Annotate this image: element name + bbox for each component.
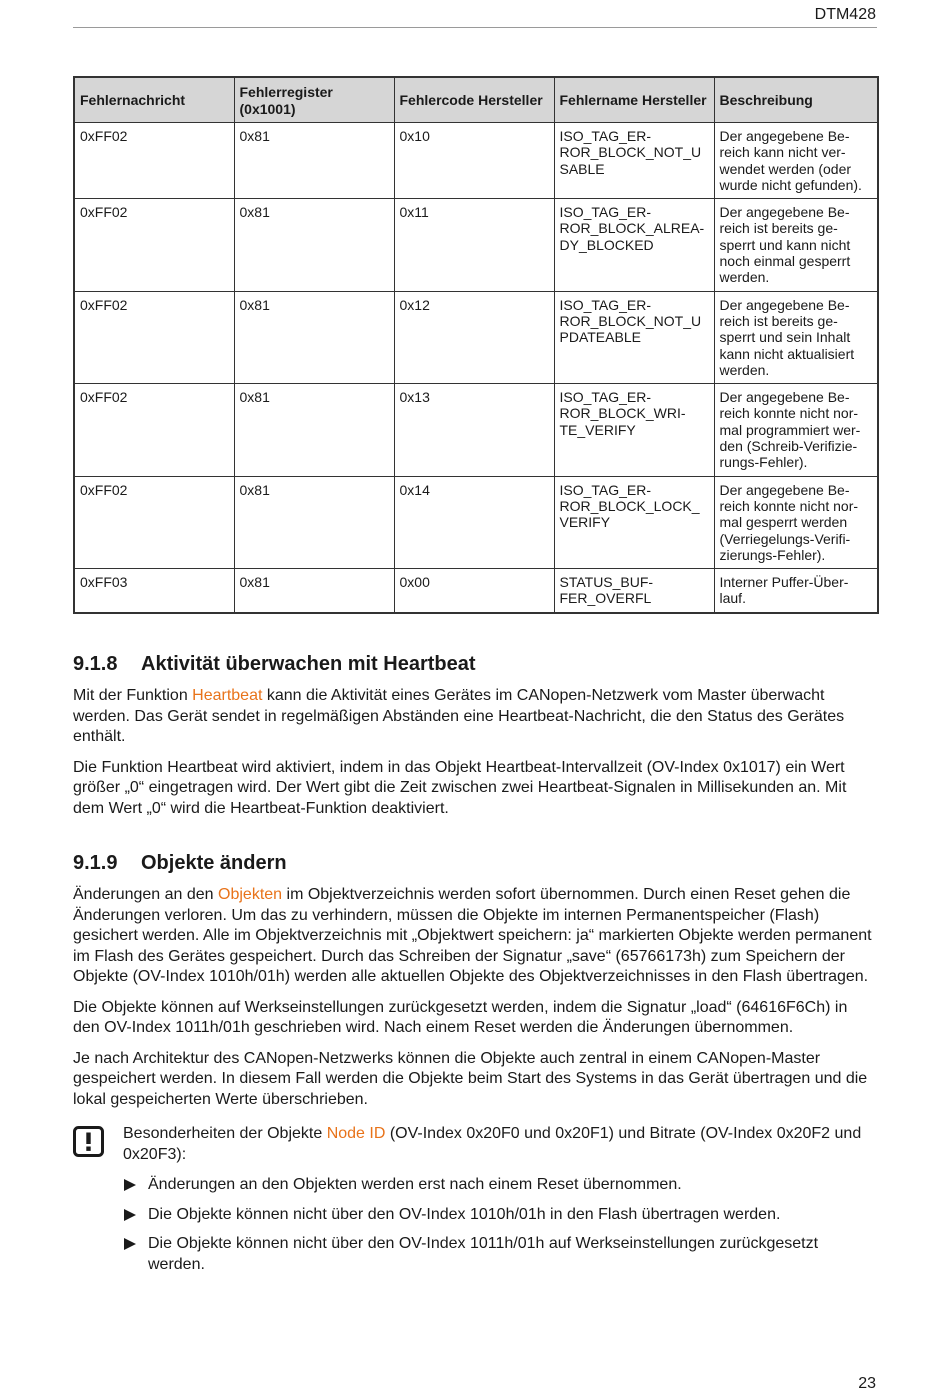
cell-description: Der angegebene Be- reich ist bereits ge- sperrt und sein Inhalt kann nicht aktualisiert werden. (714, 291, 878, 383)
notice-text-pre: Besonderheiten der Objekte (123, 1125, 327, 1142)
cell-register: 0x81 (234, 569, 394, 613)
list-item (123, 1175, 877, 1196)
error-table (73, 76, 879, 614)
cell-name: ISO_TAG_ER- ROR_BLOCK_LOCK_ VERIFY (554, 476, 714, 568)
paragraph: Je nach Architektur des CANopen-Netzwerks können die Objekte auch zentral in einem CANopen-Master gespeichert werden. In diesem Fall werden die Objekte beim Start des Systems in das Gerät übertragen und die lokal gespeicherten Werte überschrieben. (73, 1049, 868, 1108)
table-row (74, 476, 878, 568)
cell-description: Der angegebene Be- reich ist bereits ge- sperrt und kann nicht noch einmal gesperrt werden. (714, 199, 878, 291)
section-title: Objekte ändern (141, 852, 287, 874)
header-fehlercode: Fehlercode Hersteller (394, 77, 554, 123)
table-row (74, 291, 878, 383)
cell-code: 0x12 (394, 291, 554, 383)
cell-message: 0xFF02 (74, 291, 234, 383)
cell-code: 0x10 (394, 123, 554, 199)
paragraph-text: Änderungen an den (73, 886, 219, 903)
paragraph: Die Objekte können auf Werkseinstellungen zurückgesetzt werden, indem die Signatur „load“ (64616F6Ch) in den OV-Index 1011h/01h geschrieben wird. Nach einem Reset werden die Änderungen übernommen. (73, 998, 848, 1036)
cell-name: STATUS_BUF- FER_OVERFL (554, 569, 714, 613)
cell-register: 0x81 (234, 384, 394, 476)
triangle-bullet-icon (124, 1238, 136, 1250)
list-item (123, 1234, 877, 1275)
objekten-link[interactable]: Objekten (218, 886, 283, 903)
cell-name: ISO_TAG_ER- ROR_BLOCK_NOT_U PDATEABLE (554, 291, 714, 383)
header-beschreibung: Beschreibung (714, 77, 878, 123)
node-id-link[interactable]: Node ID (326, 1125, 386, 1142)
cell-description: Der angegebene Be- reich kann nicht ver- wendet werden (oder wurde nicht gefunden). (714, 123, 878, 199)
cell-message: 0xFF02 (74, 384, 234, 476)
cell-message: 0xFF02 (74, 123, 234, 199)
cell-code: 0x14 (394, 476, 554, 568)
table-row (74, 569, 878, 613)
cell-description: Der angegebene Be- reich konnte nicht nor- mal programmiert wer- den (Schreib-Verifizie- rungs-Fehler). (714, 384, 878, 476)
heartbeat-link[interactable]: Heartbeat (192, 687, 263, 704)
list-item-text: Änderungen an den Objekten werden erst nach einem Reset übernommen. (148, 1176, 682, 1193)
section-number: 9.1.9 (73, 852, 118, 874)
triangle-bullet-icon (124, 1179, 136, 1191)
cell-code: 0x11 (394, 199, 554, 291)
section-number: 9.1.8 (73, 653, 118, 675)
page-number: 23 (858, 1375, 876, 1392)
cell-description: Interner Puffer-Über- lauf. (714, 569, 878, 613)
paragraph-text: im Objektverzeichnis werden sofort übernommen. Durch einen Reset gehen die Änderungen verloren. Um das zu verhindern, müssen die Objekte im internen Permanentspeicher (Flash) gesichert werden. Alle im Objektverzeichnis mit „Objektwert speichern: ja“ markierten Objekte werden permanent im Flash des Gerätes gespeichert. Durch das Schreiben der Signatur „save“ (65766173h) zum Speichern der Objekte (OV-Index 1010h/01h) werden alle aktuellen Objekte des Objektverzeichnisses in den Flash übertragen. (73, 886, 872, 985)
bullet-list (123, 1175, 877, 1275)
notice-box (73, 1124, 877, 1275)
notice-text-post: (OV-Index 0x20F0 und 0x20F1) und Bitrate (OV-Index 0x20F2 und 0x20F3): (123, 1125, 862, 1163)
list-item-text: Die Objekte können nicht über den OV-Index 1011h/01h auf Werkseinstellungen zurückgesetzt werden. (148, 1235, 819, 1273)
list-item (123, 1205, 877, 1226)
cell-register: 0x81 (234, 291, 394, 383)
cell-name: ISO_TAG_ER- ROR_BLOCK_ALREA- DY_BLOCKED (554, 199, 714, 291)
exclamation-icon (73, 1126, 104, 1157)
paragraph (73, 885, 877, 988)
cell-description: Der angegebene Be- reich konnte nicht nor- mal gesperrt werden (Verriegelungs-Verifi- zierungs-Fehler). (714, 476, 878, 568)
paragraph: Die Funktion Heartbeat wird aktiviert, indem in das Objekt Heartbeat-Intervallzeit (OV-Index 0x1017) ein Wert größer „0“ eingetragen wird. Der Wert gibt die Zeit zwischen zwei Heartbeat-Signalen in Millisekunden an. Mit dem Wert „0“ wird die Heartbeat-Funktion deaktiviert. (73, 758, 847, 817)
table-row (74, 384, 878, 476)
paragraph (73, 686, 877, 748)
cell-register: 0x81 (234, 199, 394, 291)
notice-text (123, 1124, 877, 1165)
table-header-row (74, 77, 878, 123)
paragraph-text: kann die Aktivität eines Gerätes im CANopen-Netzwerk vom Master überwacht werden. Das Gerät sendet in regelmäßigen Abständen eine Heartbeat-Nachricht, die den Status des Gerätes enthält. (73, 687, 845, 745)
header-fehlernachricht: Fehlernachricht (74, 77, 234, 123)
section-title: Aktivität überwachen mit Heartbeat (141, 653, 476, 675)
header-fehlername: Fehlername Hersteller (554, 77, 714, 123)
cell-message: 0xFF02 (74, 199, 234, 291)
list-item-text: Die Objekte können nicht über den OV-Index 1010h/01h in den Flash übertragen werden. (148, 1205, 781, 1223)
table-row (74, 199, 878, 291)
cell-name: ISO_TAG_ER- ROR_BLOCK_NOT_U SABLE (554, 123, 714, 199)
triangle-bullet-icon (124, 1209, 136, 1221)
cell-message: 0xFF02 (74, 476, 234, 568)
section-heading-918 (73, 650, 877, 678)
cell-code: 0x13 (394, 384, 554, 476)
header-fehlerregister: Fehlerregister (0x1001) (234, 77, 394, 123)
cell-message: 0xFF03 (74, 569, 234, 613)
table-row (74, 123, 878, 199)
cell-name: ISO_TAG_ER- ROR_BLOCK_WRI- TE_VERIFY (554, 384, 714, 476)
cell-register: 0x81 (234, 123, 394, 199)
page-header-title: DTM428 (814, 6, 876, 23)
cell-code: 0x00 (394, 569, 554, 613)
section-heading-919 (73, 849, 877, 877)
paragraph-text: Mit der Funktion (73, 687, 193, 704)
cell-register: 0x81 (234, 476, 394, 568)
header-divider (73, 27, 877, 28)
main-content (73, 650, 877, 1284)
